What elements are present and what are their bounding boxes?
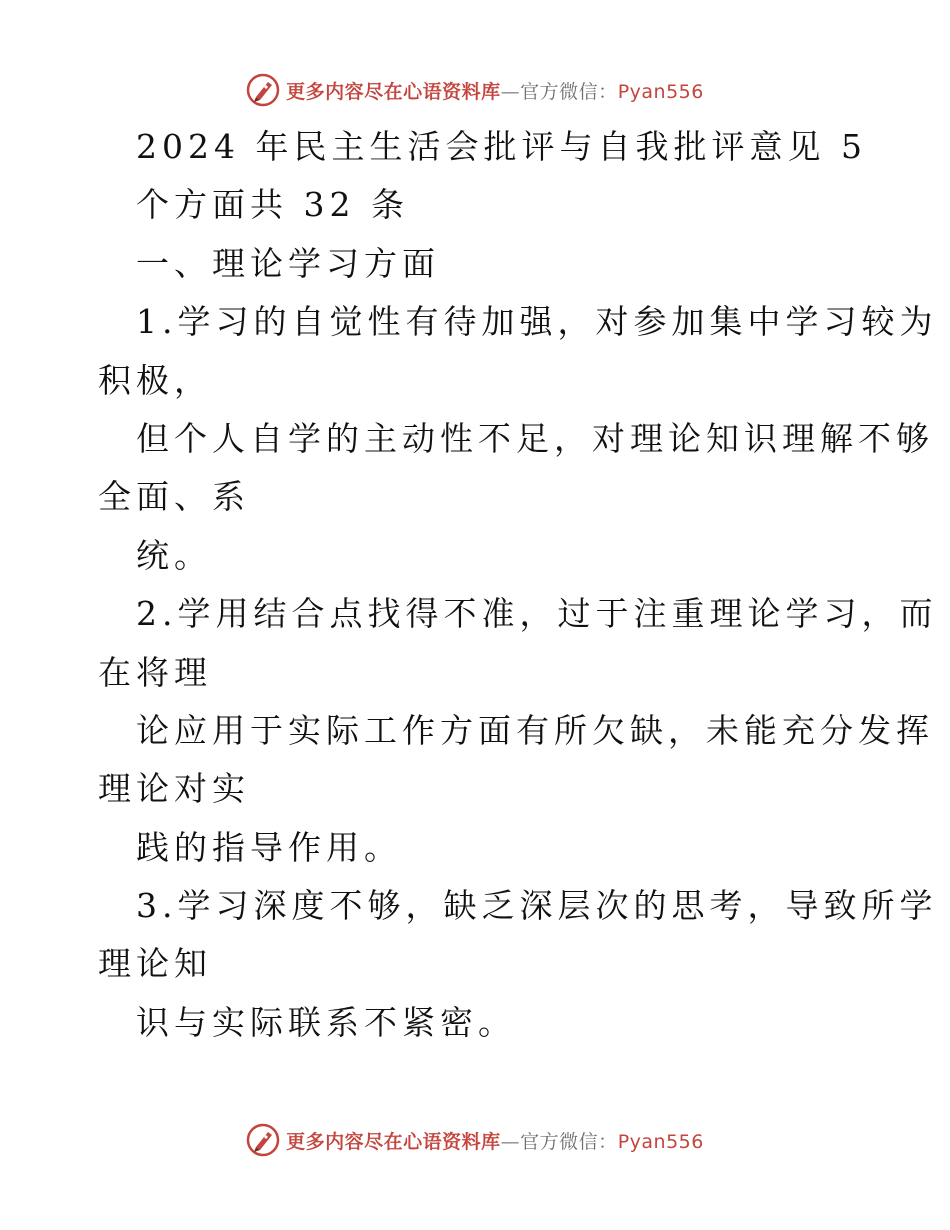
banner-wechat-account: Pyan556 [617,1130,704,1153]
paragraph-line: 在将理 [98,652,212,692]
paragraph-line: 2.学用结合点找得不准，过于注重理论学习，而 [136,594,938,634]
pen-logo-icon [246,73,280,107]
paragraph-line: 统。 [136,535,212,575]
document-title-line-1: 2024 年民主生活会批评与自我批评意见 5 [136,127,867,166]
banner-text [286,77,704,104]
pen-logo-icon [246,1123,280,1157]
paragraph-line: 1.学习的自觉性有待加强，对参加集中学习较为 [136,302,938,342]
paragraph-line: 论应用于实际工作方面有所欠缺，未能充分发挥 [136,710,934,750]
paragraph-line: 积极， [98,360,212,400]
document-body [98,118,938,1052]
section-heading: 一、理论学习方面 [136,243,440,283]
paragraph-line: 但个人自学的主动性不足，对理论知识理解不够 [136,418,934,458]
paragraph-line: 理论知 [98,944,212,984]
paragraph-line: 3.学习深度不够，缺乏深层次的思考，导致所学 [136,886,938,926]
paragraph-line: 理论对实 [98,769,250,809]
footer-banner [0,1120,950,1160]
banner-wechat-account: Pyan556 [617,80,704,103]
banner-site-name: 更多内容尽在心语资料库 [286,1130,501,1153]
banner-wechat-label: 官方微信： [520,1130,618,1153]
document-title-line-2: 个方面共 32 条 [136,185,409,225]
paragraph-line: 全面、系 [98,477,250,517]
banner-dash: — [500,1130,521,1153]
paragraph-line: 识与实际联系不紧密。 [136,1002,516,1042]
banner-text [286,1127,704,1154]
banner-dash: — [500,80,521,103]
paragraph-line: 践的指导作用。 [136,827,402,867]
header-banner [0,70,950,110]
banner-wechat-label: 官方微信： [520,80,618,103]
banner-site-name: 更多内容尽在心语资料库 [286,80,501,103]
